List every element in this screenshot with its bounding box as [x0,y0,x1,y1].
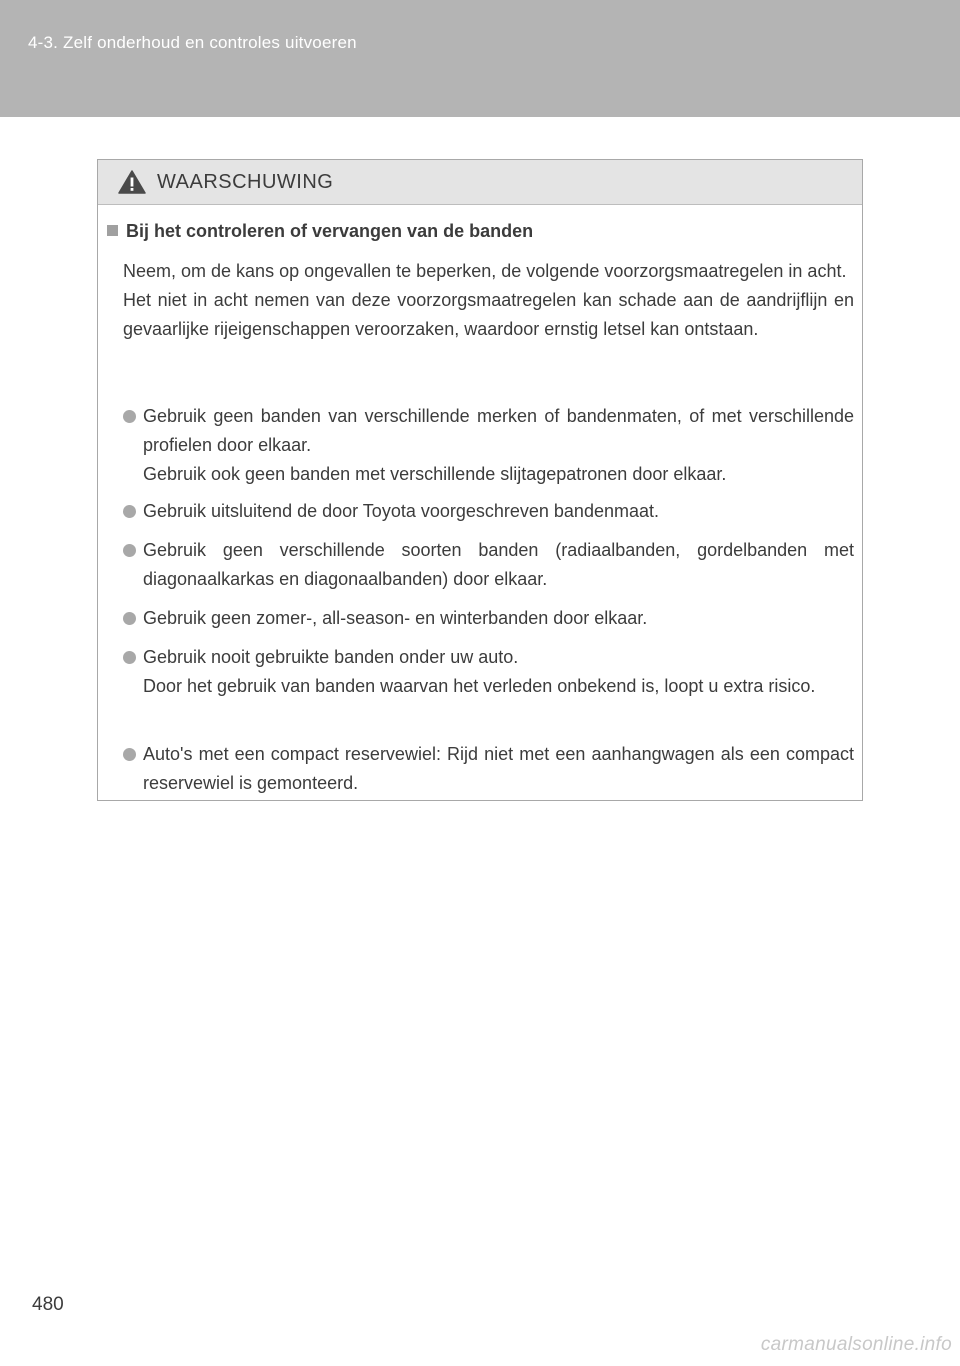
list-item-text: Auto's met een compact reservewiel: Rijd niet met een aanhangwagen als een compact reservewiel is gemonteerd. [143,744,854,793]
square-bullet-icon [107,225,118,236]
warning-box [97,159,863,801]
list-item [123,497,854,526]
bullet-dot-icon [123,410,136,423]
warning-subheading [107,221,533,242]
list-item [123,643,854,701]
list-item-text: Gebruik geen banden van verschillende merken of bandenmaten, of met verschillende profielen door elkaar. Gebruik ook geen banden met verschillende slijtagepatronen door elkaar. [143,406,854,484]
bullet-dot-icon [123,505,136,518]
watermark: carmanualsonline.info [760,1334,952,1355]
warning-triangle-icon [118,170,146,194]
list-item [123,402,854,489]
warning-header [98,160,862,205]
list-item-text: Gebruik nooit gebruikte banden onder uw auto. Door het gebruik van banden waarvan het verleden onbekend is, loopt u extra risico. [143,647,816,696]
warning-subheading-text: Bij het controleren of vervangen van de banden [126,221,534,241]
list-item [123,536,854,594]
list-item [123,604,854,633]
bullet-dot-icon [123,651,136,664]
warning-intro: Neem, om de kans op ongevallen te beperken, de volgende voorzorgsmaatregelen in acht. Het niet in acht nemen van deze voorzorgsmaatregelen kan schade aan de aandrijflijn en gevaarlijke rijeigenschappen veroorzaken, waardoor ernstig letsel kan ontstaan. [123,261,854,339]
bullet-dot-icon [123,612,136,625]
list-item-text: Gebruik geen zomer-, all-season- en winterbanden door elkaar. [143,608,648,628]
list-item [123,740,854,798]
bullet-dot-icon [123,748,136,761]
section-title: 4-3. Zelf onderhoud en controles uitvoeren [28,33,357,52]
list-item-text: Gebruik uitsluitend de door Toyota voorgeschreven bandenmaat. [143,501,659,521]
list-item-text: Gebruik geen verschillende soorten banden (radiaalbanden, gordelbanden met diagonaalkarkas en diagonaalbanden) door elkaar. [143,540,854,589]
warning-title: WAARSCHUWING [157,171,334,193]
page-number: 480 [32,1294,64,1315]
bullet-dot-icon [123,544,136,557]
header-band [0,0,960,117]
